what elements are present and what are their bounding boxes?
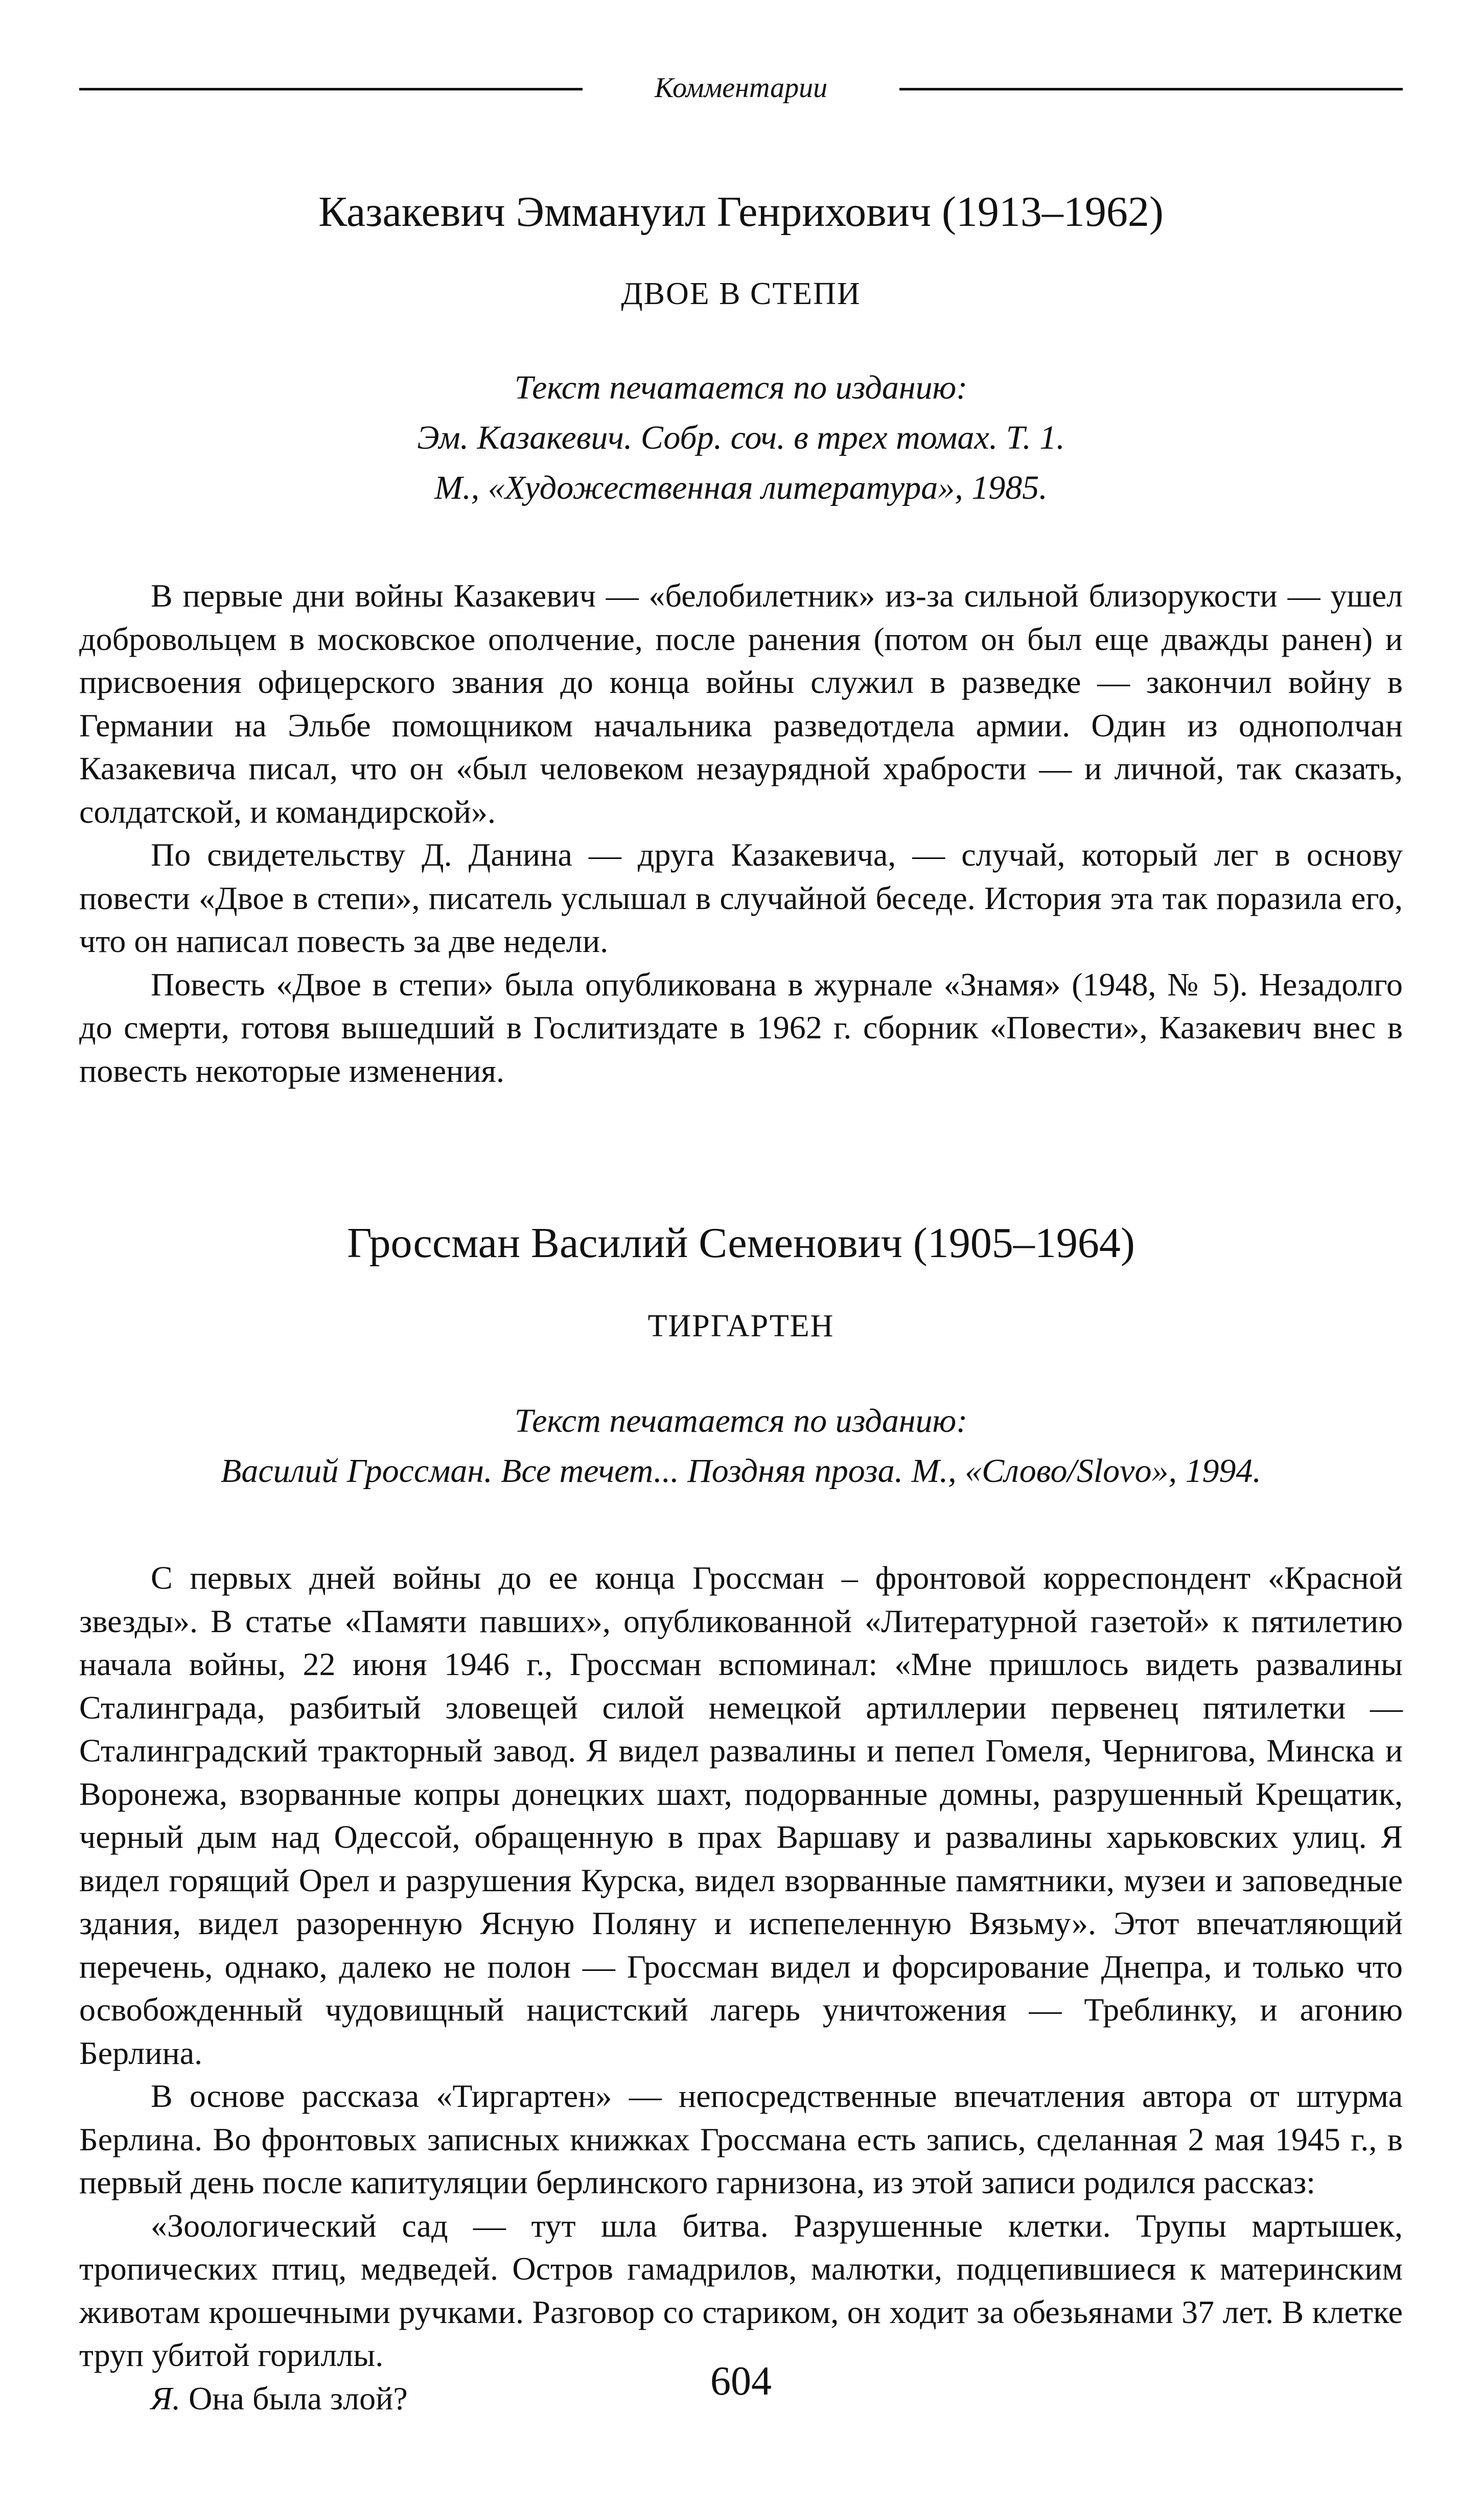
commentary-body bbox=[79, 1557, 1403, 2420]
body-paragraph: В первые дни войны Казакевич — «белобилетник» из-за сильной близорукости — ушел добровольцем в московское ополчение, после ранения (потом он был еще дважды ранен) и присвоения офицерского звания до конца войны служил в разведке — закончил войну в Германии на Эльбе помощником начальника разведотдела армии. Один из однополчан Казакевича писал, что он «был человеком незаурядной храбрости — и личной, так сказать, солдатской, и командирской». bbox=[79, 577, 1403, 830]
running-head bbox=[79, 56, 1403, 118]
work-title: ДВОЕ В СТЕПИ bbox=[621, 276, 861, 311]
source-line: Василий Гроссман. Все течет... Поздняя проза. М., «Слово/Slovo», 1994. bbox=[221, 1452, 1261, 1490]
dialogue-speaker: Я. bbox=[151, 2380, 181, 2417]
source-note bbox=[79, 1396, 1403, 1496]
work-title: ТИРГАРТЕН bbox=[647, 1309, 834, 1343]
source-line: Текст печатается по изданию: bbox=[514, 1402, 968, 1439]
author-heading: Гроссман Василий Семенович (1905–1964) bbox=[347, 1219, 1135, 1267]
dialogue-text: Она была злой? bbox=[189, 2380, 408, 2417]
body-paragraph: Повесть «Двое в степи» была опубликована в журнале «Знамя» (1948, № 5). Незадолго до смерти, готовя вышедший в Гослитиздате в 1962 г. сборник «Повести», Казакевич внес в повесть некоторые изменения. bbox=[79, 966, 1403, 1089]
running-head-rule-right bbox=[899, 88, 1403, 90]
running-head-label: Комментарии bbox=[654, 72, 828, 104]
body-paragraph: По свидетельству Д. Данина — друга Казакевича, — случай, который лег в основу повести «Двое в степи», писатель услышал в случайной беседе. История эта так поразила его, что он написал повесть за две недели. bbox=[79, 837, 1403, 959]
author-heading: Казакевич Эммануил Генрихович (1913–1962) bbox=[318, 188, 1164, 236]
body-paragraph: В основе рассказа «Тиргартен» — непосредственные впечатления автора от штурма Берлина. Во фронтовых записных книжках Гроссмана есть запись, сделанная 2 мая 1945 г., в первый день после капитуляции берлинского гарнизона, из этой записи родился рассказ: bbox=[79, 2078, 1403, 2200]
book-page bbox=[79, 56, 1403, 2483]
source-line: М., «Художественная литература», 1985. bbox=[434, 469, 1048, 506]
source-line: Текст печатается по изданию: bbox=[514, 369, 968, 406]
page-number: 604 bbox=[710, 2359, 772, 2404]
source-note bbox=[79, 363, 1403, 513]
source-line: Эм. Казакевич. Собр. соч. в трех томах. Т. 1. bbox=[417, 419, 1065, 456]
commentary-body bbox=[79, 574, 1403, 1093]
commentary-section-kazakevich bbox=[79, 184, 1403, 1093]
commentary-section-grossman bbox=[79, 1215, 1403, 2420]
quoted-paragraph: «Зоологический сад — тут шла битва. Разрушенные клетки. Трупы мартышек, тропических птиц, медведей. Остров гамадрилов, малютки, подцепившиеся к материнским животам крошечными ручками. Разговор со стариком, он ходит за обезьянами 37 лет. В клетке труп убитой гориллы. bbox=[79, 2207, 1403, 2373]
body-paragraph: С первых дней войны до ее конца Гроссман – фронтовой корреспондент «Красной звезды». В статье «Памяти павших», опубликованной «Литературной газетой» к пятилетию начала войны, 22 июня 1946 г., Гроссман вспоминал: «Мне пришлось видеть развалины Сталинграда, разбитый зловещей силой немецкой артиллерии первенец пятилетки — Сталинградский тракторный завод. Я видел развалины и пепел Гомеля, Чернигова, Минска и Воронежа, взорванные копры донецких шахт, подорванные домны, разрушенный Крещатик, черный дым над Одессой, обращенную в прах Варшаву и развалины харьковских улиц. Я видел горящий Орел и разрушения Курска, видел взорванные памятники, музеи и заповедные здания, видел разоренную Ясную Поляну и испепеленную Вязьму». Этот впечатляющий перечень, однако, далеко не полон — Гроссман видел и форсирование Днепра, и только что освобожденный чудовищный нацистский лагерь уничтожения — Треблинку, и агонию Берлина. bbox=[79, 1560, 1403, 2071]
